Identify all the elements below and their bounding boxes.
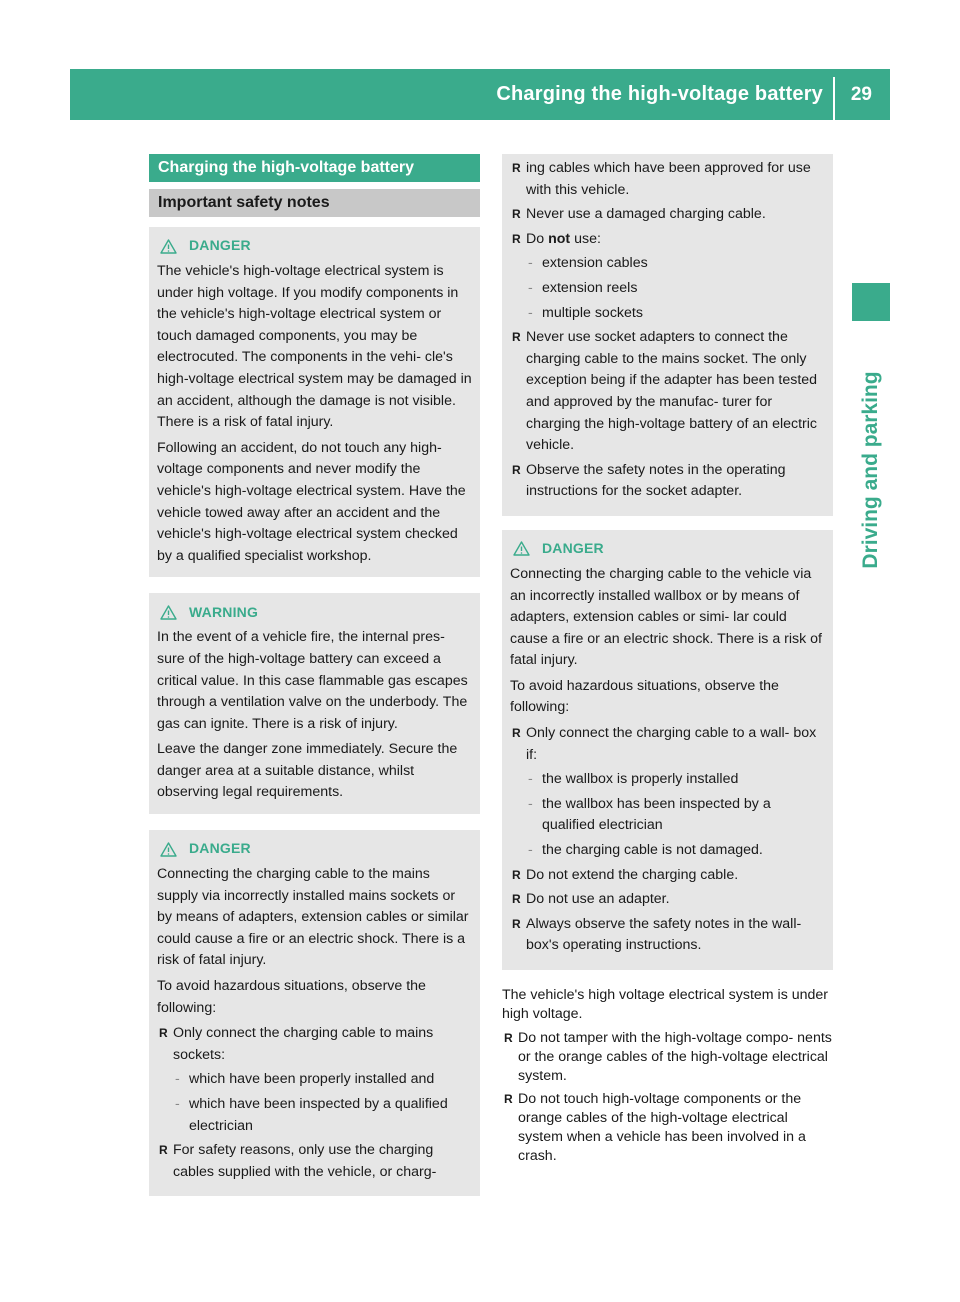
- chapter-tab-marker: [852, 283, 890, 321]
- warning-box: [149, 593, 480, 814]
- list-item-text: Do: [526, 230, 549, 247]
- chapter-tab-label: Driving and parking: [859, 371, 882, 569]
- paragraph: Leave the danger zone immediately. Secure the danger area at a suitable distance, whilst observing legal requirements.: [157, 741, 458, 801]
- section-title: Charging the high-voltage battery: [149, 154, 480, 182]
- danger-label: DANGER: [189, 237, 251, 254]
- list-item: R For safety reasons, only use the charging cables supplied with the vehicle, or charg-: [157, 1140, 472, 1183]
- paragraph: Following an accident, do not touch any high- voltage components and never modify the vehicle's high-voltage electrical system. Have the vehicle towed away after an accident and the vehicle's high-voltage electrical system checked by a qualified specialist workshop.: [157, 439, 466, 564]
- emphasis-text: not: [548, 230, 571, 247]
- list-item: R Do not tamper with the high-voltage compo- nents or the orange cables of the high-voltage electrical system.: [502, 1029, 833, 1086]
- sub-list-item: - extension reels: [526, 278, 825, 300]
- danger-box-1: [149, 227, 480, 577]
- danger-box-2: [149, 830, 480, 1196]
- paragraph: The vehicle's high voltage electrical system is under high voltage.: [502, 987, 829, 1022]
- sub-list-item: - the wallbox is properly installed: [526, 769, 825, 791]
- page-header: [70, 69, 890, 120]
- warning-triangle-icon: [160, 842, 177, 857]
- warning-triangle-icon: [160, 605, 177, 620]
- sub-list-item: - the charging cable is not damaged.: [526, 840, 825, 862]
- list-item-text: Only connect the charging cable to mains sockets:: [173, 1025, 434, 1063]
- sub-list-item: - which have been inspected by a qualified electrician: [173, 1094, 472, 1137]
- list-item: R Do not use an adapter.: [510, 889, 825, 911]
- header-title: Charging the high-voltage battery: [496, 83, 823, 105]
- paragraph: To avoid hazardous situations, observe the following:: [157, 978, 426, 1016]
- subsection-title: Important safety notes: [149, 189, 480, 217]
- body-text-block: [502, 986, 833, 1166]
- list-item-text: use:: [570, 230, 601, 247]
- bullet-list: [510, 204, 825, 503]
- paragraph: Connecting the charging cable to the vehicle via an incorrectly installed wallbox or by means of adapters, extension cables or simi- lar could cause a fire or an electric shock. There is a risk of fatal injury.: [510, 565, 822, 669]
- sub-list-item: - extension cables: [526, 253, 825, 275]
- list-item: [510, 723, 825, 862]
- list-item: R Never use socket adapters to connect the charging cable to the mains socket. The only exception being if the adapter has been tested and approved by the manufac- turer for charging the high-voltage battery of an electric vehicle.: [510, 327, 825, 457]
- warning-label: WARNING: [189, 603, 259, 620]
- list-item: [157, 1023, 472, 1137]
- paragraph: In the event of a vehicle fire, the internal pres- sure of the high-voltage battery can exceed a critical value. In this case flammable gas escapes through a ventilation valve on the underbody. The gas can ignite. There is a risk of injury.: [157, 629, 468, 732]
- list-item: [510, 229, 825, 324]
- list-item-text: Only connect the charging cable to a wall- box if:: [526, 725, 817, 763]
- list-item: R Never use a damaged charging cable.: [510, 204, 825, 226]
- bullet-list: [510, 723, 825, 957]
- left-column: [149, 154, 480, 1196]
- warning-triangle-icon: [160, 239, 177, 254]
- sub-list-item: - the wallbox has been inspected by a qualified electrician: [526, 794, 825, 837]
- bullet-list: [502, 1029, 833, 1166]
- paragraph: Connecting the charging cable to the mains supply via incorrectly installed mains sockets or by means of adapters, extension cables or similar could cause a fire or an electric shock. There is a risk of fatal injury.: [157, 866, 469, 969]
- danger-heading: [160, 838, 472, 860]
- paragraph: The vehicle's high-voltage electrical system is under high voltage. If you modify components in the vehicle's high-voltage electrical system or touch damaged components, you may be electrocuted. The components in the vehi- cle's high-voltage electrical system may be damaged in an accident, although the damage is not visible. There is a risk of fatal injury.: [157, 263, 472, 431]
- list-item: R Do not touch high-voltage components or the orange cables of the high-voltage electrical system when a vehicle has been involved in a crash.: [502, 1090, 833, 1166]
- list-item-text: ing cables which have been approved for use with this vehicle.: [526, 160, 811, 198]
- sub-list-item: - which have been properly installed and: [173, 1069, 472, 1091]
- page-number: 29: [850, 84, 872, 105]
- sub-list: [526, 769, 825, 861]
- paragraph: To avoid hazardous situations, observe the following:: [510, 677, 779, 716]
- warning-heading: [160, 601, 472, 623]
- danger-box-2-continued: [502, 154, 833, 516]
- list-item: R Observe the safety notes in the operating instructions for the socket adapter.: [510, 460, 825, 503]
- danger-label: DANGER: [542, 540, 604, 557]
- danger-heading: [513, 538, 825, 560]
- header-divider: [833, 77, 835, 120]
- sub-list: [526, 253, 825, 324]
- right-column: [502, 154, 833, 1170]
- sub-list: [173, 1069, 472, 1137]
- list-item: R Do not extend the charging cable.: [510, 865, 825, 887]
- bullet-list: [157, 1023, 472, 1183]
- danger-heading: [160, 235, 472, 257]
- list-item-continued: [510, 158, 825, 201]
- sub-list-item: - multiple sockets: [526, 303, 825, 325]
- warning-triangle-icon: [513, 541, 530, 556]
- bullet-list: [510, 158, 825, 201]
- danger-box-3: [502, 530, 833, 970]
- danger-label: DANGER: [189, 840, 251, 857]
- list-item: R Always observe the safety notes in the wall- box's operating instructions.: [510, 914, 825, 957]
